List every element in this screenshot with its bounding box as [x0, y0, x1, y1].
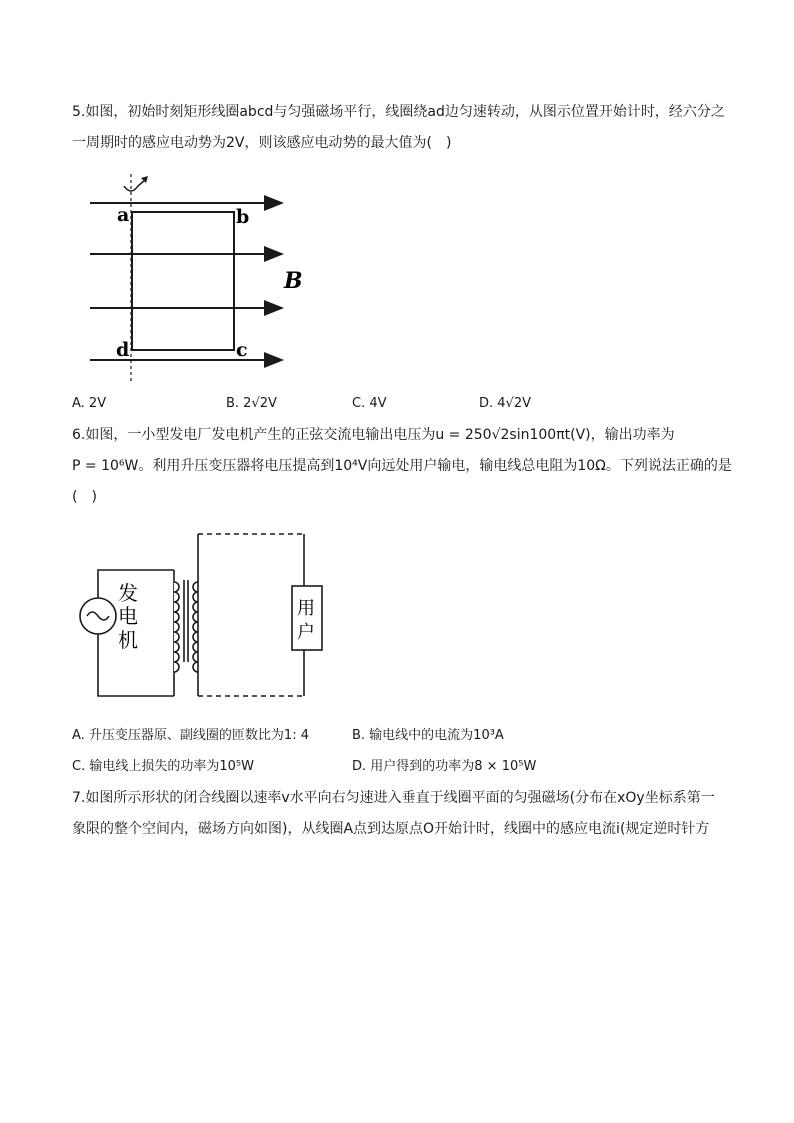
q7-text-line-2: 象限的整个空间内，磁场方向如图)，从线圈A点到达原点O开始计时，线圈中的感应电流i(规定逆时针方 [72, 821, 710, 837]
q6-option-b[interactable]: B. 输电线中的电流为10³A [352, 728, 504, 743]
q6-text-line-3: ( ) [72, 489, 97, 505]
q7-text-line-1: 7.如图所示形状的闭合线圈以速率v水平向右匀速进入垂直于线圈平面的匀强磁场(分布在xOy坐标系第一 [72, 790, 715, 806]
q5-option-c[interactable]: C. 4V [352, 396, 387, 411]
q5-option-a[interactable]: A. 2V [72, 396, 107, 411]
q5-text-line-2: 一周期时的感应电动势为2V，则该感应电动势的最大值为( ) [72, 135, 452, 151]
coil-label-b: b [236, 206, 250, 228]
coil-label-c: c [236, 339, 248, 361]
q5-figure-coil-in-field [84, 172, 304, 384]
q5-text-line-1: 5.如图，初始时刻矩形线圈abcd与匀强磁场平行，线圈绕ad边匀速转动，从图示位置开始计时，经六分之 [72, 104, 725, 120]
q6-option-d[interactable]: D. 用户得到的功率为8 × 10⁵W [352, 759, 537, 774]
user-label-2: 户 [297, 622, 315, 643]
coil-label-d: d [116, 339, 130, 361]
field-label-B: B [284, 268, 303, 294]
q6-text-line-2: P = 10⁶W。利用升压变压器将电压提高到10⁴V向远处用户输电，输电线总电阻为10Ω。下列说法正确的是 [72, 458, 732, 474]
coil-label-a: a [117, 204, 130, 226]
q6-text-line-1: 6.如图，一小型发电厂发电机产生的正弦交流电输出电压为u = 250√2sin100πt(V)，输出功率为 [72, 427, 675, 443]
rotation-arrow-icon [124, 180, 145, 191]
q5-option-b[interactable]: B. 2√2V [226, 396, 277, 411]
q6-option-c[interactable]: C. 输电线上损失的功率为10⁵W [72, 759, 254, 774]
q6-option-a[interactable]: A. 升压变压器原、副线圈的匝数比为1: 4 [72, 728, 309, 743]
primary-coil-icon [174, 582, 179, 672]
q6-figure-power-transmission [76, 530, 328, 700]
generator-label-1: 发 [118, 581, 138, 605]
rectangular-coil [132, 212, 234, 350]
generator-label-3: 机 [118, 628, 138, 652]
q5-option-d[interactable]: D. 4√2V [479, 396, 531, 411]
user-label-1: 用 [297, 598, 315, 619]
generator-label-2: 电 [118, 604, 138, 628]
